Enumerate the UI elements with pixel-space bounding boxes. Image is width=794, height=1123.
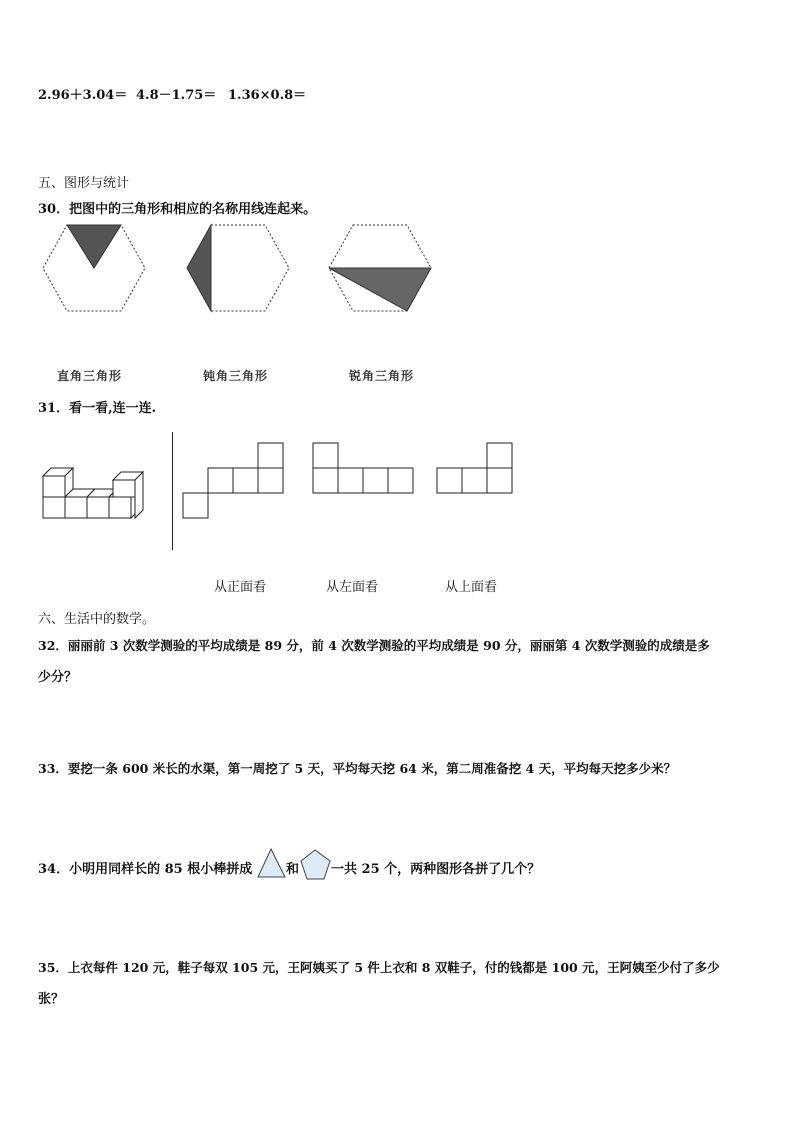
label-left-view: 从左面看 [326, 580, 379, 595]
grid-view-a [182, 442, 286, 522]
arith-expr-3: 1.36×0.8＝ [228, 88, 307, 103]
q34-part3: 一共 25 个，两种图形各拼了几个？ [331, 862, 541, 877]
pentagon-icon [300, 849, 332, 881]
label-front-view: 从正面看 [214, 580, 267, 595]
q35-line2: 张？ [38, 992, 65, 1007]
grid-view-c [436, 442, 516, 498]
triangle-icon [257, 848, 287, 878]
section-5-title: 五、图形与统计 [38, 176, 130, 191]
label-right-triangle: 直角三角形 [57, 369, 123, 383]
q31-text: 31．看一看,连一连. [38, 401, 157, 416]
q34-part1: 34．小明用同样长的 85 根小棒拼成 [38, 862, 253, 877]
label-top-view: 从上面看 [445, 580, 498, 595]
hexagon-obtuse-triangle [184, 222, 294, 314]
q32-line1: 32．丽丽前 3 次数学测验的平均成绩是 89 分，前 4 次数学测验的平均成绩是 90 分，丽丽第 4 次数学测验的成绩是多 [38, 638, 710, 653]
label-obtuse-triangle: 钝角三角形 [203, 369, 269, 383]
arith-expr-2: 4.8－1.75＝ [136, 88, 217, 103]
q30-text: 30．把图中的三角形和相应的名称用线连起来。 [38, 202, 317, 217]
grid-view-b [312, 442, 416, 498]
arith-expr-1: 2.96＋3.04＝ [38, 88, 128, 103]
q35-line1: 35．上衣每件 120 元，鞋子每双 105 元，王阿姨买了 5 件上衣和 8 双鞋子，付的钱都是 100 元，王阿姨至少付了多少 [38, 960, 720, 975]
divider-line [172, 432, 173, 550]
hexagon-acute-triangle [326, 222, 436, 314]
q34-part2: 和 [286, 862, 300, 877]
hexagon-right-triangle [40, 222, 150, 314]
q32-line2: 少分？ [38, 670, 78, 685]
label-acute-triangle: 锐角三角形 [349, 369, 415, 383]
cube-solid [40, 464, 160, 524]
q33-text: 33．要挖一条 600 米长的水渠，第一周挖了 5 天，平均每天挖 64 米，第二周准备挖 4 天，平均每天挖多少米？ [38, 761, 677, 776]
section-6-title: 六、生活中的数学。 [38, 612, 156, 627]
